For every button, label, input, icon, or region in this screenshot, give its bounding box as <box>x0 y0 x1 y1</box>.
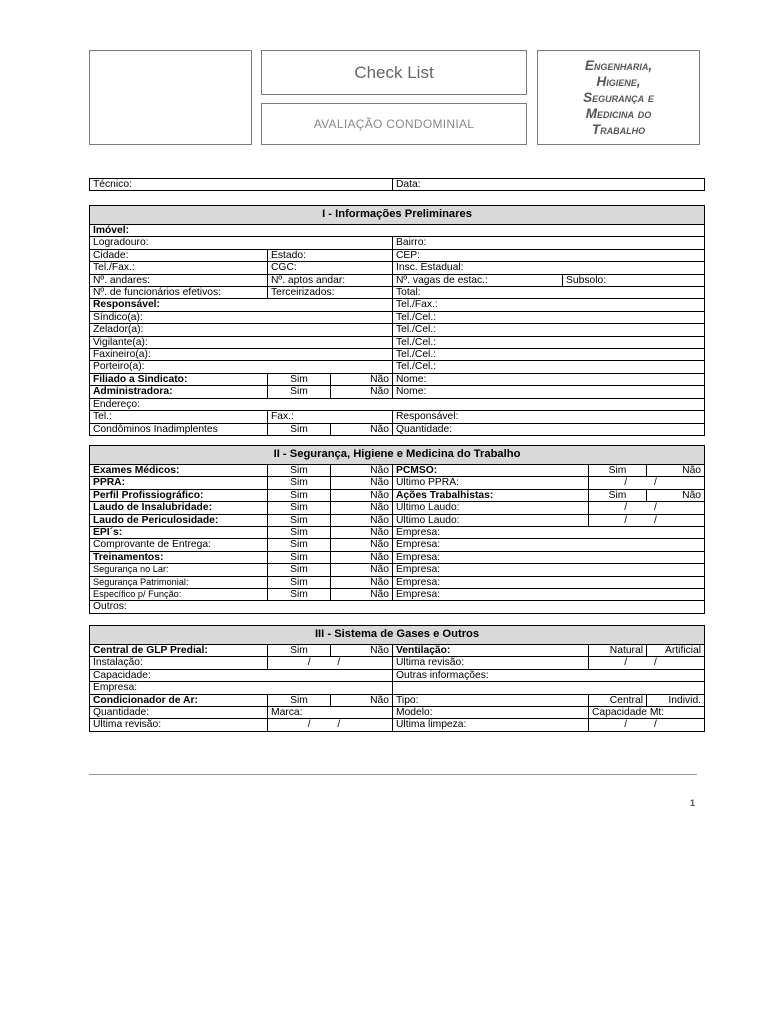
cidade-field[interactable]: Cidade: <box>90 249 268 261</box>
tipo-label: Tipo: <box>393 694 589 706</box>
outras-informacoes-field[interactable]: Outras informações: <box>393 669 705 681</box>
insalubridade-sim-option[interactable]: Sim <box>268 502 331 514</box>
seguranca-lar-label: Segurança no Lar: <box>90 564 268 576</box>
logo-placeholder <box>89 50 252 145</box>
filiado-nao-option[interactable]: Não <box>331 373 393 385</box>
document-title <box>261 50 527 95</box>
section-title: III - Sistema de Gases e Outros <box>90 626 705 645</box>
ultimo-ppra-label: Ultimo PPRA: <box>393 477 589 489</box>
administradora-responsavel-field[interactable]: Responsável: <box>393 411 705 423</box>
condicionador-ultima-revisao-label: Ultima revisão: <box>90 719 268 731</box>
seguranca-lar-sim-option[interactable]: Sim <box>268 564 331 576</box>
estado-field[interactable]: Estado: <box>268 249 393 261</box>
ultimo-laudo-insalubridade-date-field[interactable]: / / <box>589 502 705 514</box>
administradora-label: Administradora: <box>90 386 268 398</box>
modelo-field[interactable]: Modelo: <box>393 707 589 719</box>
comprovante-nao-option[interactable]: Não <box>331 539 393 551</box>
marca-field[interactable]: Marca: <box>268 707 393 719</box>
seguranca-lar-nao-option[interactable]: Não <box>331 564 393 576</box>
laudo-periculosidade-label: Laudo de Periculosidade: <box>90 514 268 526</box>
instalacao-label: Instalação: <box>90 657 268 669</box>
ppra-nao-option[interactable]: Não <box>331 477 393 489</box>
treinamentos-empresa-field[interactable]: Empresa: <box>393 551 705 563</box>
ultimo-laudo-insalubridade-label: Ultimo Laudo: <box>393 502 589 514</box>
total-field[interactable]: Total: <box>393 287 705 299</box>
seguranca-patrimonial-sim-option[interactable]: Sim <box>268 576 331 588</box>
inadimplentes-quantidade-field[interactable]: Quantidade: <box>393 423 705 435</box>
glp-empresa-field[interactable]: Empresa: <box>90 682 393 694</box>
ventilacao-label: Ventilação: <box>393 645 589 657</box>
periculosidade-sim-option[interactable]: Sim <box>268 514 331 526</box>
condicionador-nao-option[interactable]: Não <box>331 694 393 706</box>
seguranca-lar-empresa-field[interactable]: Empresa: <box>393 564 705 576</box>
outros-field[interactable]: Outros: <box>90 601 705 613</box>
pcmso-nao-option[interactable]: Não <box>647 465 705 477</box>
condicionador-sim-option[interactable]: Sim <box>268 694 331 706</box>
condicionador-quantidade-field[interactable]: Quantidade: <box>90 707 268 719</box>
footer-divider <box>89 774 697 775</box>
section-seguranca-higiene-medicina <box>89 445 705 614</box>
section-title: I - Informações Preliminares <box>90 206 705 225</box>
document-subtitle-text: AVALIAÇÃO CONDOMINIAL <box>313 117 475 131</box>
faxineiro-field[interactable]: Faxineiro(a): <box>90 349 393 361</box>
ventilacao-ultima-revisao-date-field[interactable]: / / <box>589 657 705 669</box>
tecnico-field[interactable]: Técnico: <box>90 179 393 191</box>
inadimplentes-label: Condôminos Inadimplentes <box>90 423 268 435</box>
glp-label: Central de GLP Predial: <box>90 645 268 657</box>
comprovante-empresa-field[interactable]: Empresa: <box>393 539 705 551</box>
perfil-profissiografico-label: Perfil Profissiográfico: <box>90 489 268 501</box>
pcmso-sim-option[interactable]: Sim <box>589 465 647 477</box>
glp-nao-option[interactable]: Não <box>331 645 393 657</box>
comprovante-entrega-label: Comprovante de Entrega: <box>90 539 268 551</box>
treinamentos-label: Treinamentos: <box>90 551 268 563</box>
ppra-label: PPRA: <box>90 477 268 489</box>
porteiro-tel-field[interactable]: Tel./Cel.: <box>393 361 705 373</box>
technician-table <box>89 178 705 191</box>
epis-empresa-field[interactable]: Empresa: <box>393 527 705 539</box>
perfil-sim-option[interactable]: Sim <box>268 489 331 501</box>
filiado-sindicato-label: Filiado a Sindicato: <box>90 373 268 385</box>
instalacao-date-field[interactable]: / / <box>268 657 393 669</box>
sindico-field[interactable]: Síndico(a): <box>90 311 393 323</box>
seguranca-patrimonial-label: Segurança Patrimonial: <box>90 576 268 588</box>
treinamentos-sim-option[interactable]: Sim <box>268 551 331 563</box>
epis-sim-option[interactable]: Sim <box>268 527 331 539</box>
sindico-tel-field[interactable]: Tel./Cel.: <box>393 311 705 323</box>
subsolo-field[interactable]: Subsolo: <box>563 274 705 286</box>
ventilacao-artificial-option[interactable]: Artificial <box>647 645 705 657</box>
document-subtitle <box>261 103 527 145</box>
acoes-nao-option[interactable]: Não <box>647 489 705 501</box>
seguranca-patrimonial-nao-option[interactable]: Não <box>331 576 393 588</box>
fax-field[interactable]: Fax.: <box>268 411 393 423</box>
tipo-individual-option[interactable]: Individ. <box>647 694 705 706</box>
company-name: Engenharia, Higiene, Segurança e Medicina do Trabalho <box>583 57 654 137</box>
epis-nao-option[interactable]: Não <box>331 527 393 539</box>
capacidade-mt-field[interactable]: Capacidade Mt: <box>589 707 705 719</box>
exames-medicos-label: Exames Médicos: <box>90 465 268 477</box>
ppra-sim-option[interactable]: Sim <box>268 477 331 489</box>
section-title: II - Segurança, Higiene e Medicina do Trabalho <box>90 446 705 465</box>
ultimo-ppra-date-field[interactable]: / / <box>589 477 705 489</box>
vigilante-tel-field[interactable]: Tel./Cel.: <box>393 336 705 348</box>
tel-field[interactable]: Tel.: <box>90 411 268 423</box>
seguranca-patrimonial-empresa-field[interactable]: Empresa: <box>393 576 705 588</box>
responsavel-telfax-field[interactable]: Tel./Fax.: <box>393 299 705 311</box>
cgc-field[interactable]: CGC: <box>268 262 393 274</box>
pcmso-label: PCMSO: <box>393 465 589 477</box>
acoes-sim-option[interactable]: Sim <box>589 489 647 501</box>
condicionador-ar-label: Condicionador de Ar: <box>90 694 268 706</box>
terceirizados-field[interactable]: Terceirizados: <box>268 287 393 299</box>
administradora-nome-field[interactable]: Nome: <box>393 386 705 398</box>
administradora-sim-option[interactable]: Sim <box>268 386 331 398</box>
zelador-field[interactable]: Zelador(a): <box>90 324 393 336</box>
faxineiro-tel-field[interactable]: Tel./Cel.: <box>393 349 705 361</box>
epis-label: EPI´s: <box>90 527 268 539</box>
telfax-field[interactable]: Tel./Fax.: <box>90 262 268 274</box>
administradora-nao-option[interactable]: Não <box>331 386 393 398</box>
bairro-field[interactable]: Bairro: <box>393 237 705 249</box>
porteiro-field[interactable]: Porteiro(a): <box>90 361 393 373</box>
perfil-nao-option[interactable]: Não <box>331 489 393 501</box>
exames-sim-option[interactable]: Sim <box>268 465 331 477</box>
endereco-field[interactable]: Endereço: <box>90 398 705 410</box>
insalubridade-nao-option[interactable]: Não <box>331 502 393 514</box>
document-title-text: Check List <box>354 62 434 82</box>
section-sistema-gases <box>89 625 705 732</box>
data-field[interactable]: Data: <box>393 179 705 191</box>
filiado-sim-option[interactable]: Sim <box>268 373 331 385</box>
especifico-empresa-field[interactable]: Empresa: <box>393 589 705 601</box>
section-informacoes-preliminares <box>89 205 705 436</box>
tipo-central-option[interactable]: Central <box>589 694 647 706</box>
periculosidade-nao-option[interactable]: Não <box>331 514 393 526</box>
ultimo-laudo-periculosidade-label: Ultimo Laudo: <box>393 514 589 526</box>
aptos-andar-field[interactable]: Nº. aptos andar: <box>268 274 393 286</box>
imovel-label: Imóvel: <box>90 225 705 237</box>
andares-field[interactable]: Nº. andares: <box>90 274 268 286</box>
especifico-nao-option[interactable]: Não <box>331 589 393 601</box>
responsavel-label: Responsável: <box>90 299 393 311</box>
vigilante-field[interactable]: Vigilante(a): <box>90 336 393 348</box>
exames-nao-option[interactable]: Não <box>331 465 393 477</box>
ultima-limpeza-date-field[interactable]: / / <box>589 719 705 731</box>
page-number: 1 <box>690 798 696 808</box>
especifico-funcao-label: Específico p/ Função: <box>90 589 268 601</box>
especifico-sim-option[interactable]: Sim <box>268 589 331 601</box>
glp-sim-option[interactable]: Sim <box>268 645 331 657</box>
logradouro-field[interactable]: Logradouro: <box>90 237 393 249</box>
ultimo-laudo-periculosidade-date-field[interactable]: / / <box>589 514 705 526</box>
company-box <box>537 50 700 145</box>
ultima-limpeza-label: Ultima limpeza: <box>393 719 589 731</box>
comprovante-sim-option[interactable]: Sim <box>268 539 331 551</box>
funcionarios-field[interactable]: Nº. de funcionários efetivos: <box>90 287 268 299</box>
ventilacao-natural-option[interactable]: Natural <box>589 645 647 657</box>
treinamentos-nao-option[interactable]: Não <box>331 551 393 563</box>
inadimplentes-sim-option[interactable]: Sim <box>268 423 331 435</box>
insc-estadual-field[interactable]: Insc. Estadual: <box>393 262 705 274</box>
inadimplentes-nao-option[interactable]: Não <box>331 423 393 435</box>
cep-field[interactable]: CEP: <box>393 249 705 261</box>
condicionador-ultima-revisao-date-field[interactable]: / / <box>268 719 393 731</box>
laudo-insalubridade-label: Laudo de Insalubridade: <box>90 502 268 514</box>
ventilacao-ultima-revisao-label: Ultima revisão: <box>393 657 589 669</box>
acoes-trabalhistas-label: Ações Trabalhistas: <box>393 489 589 501</box>
sindicato-nome-field[interactable]: Nome: <box>393 373 705 385</box>
vagas-field[interactable]: Nº. vagas de estac.: <box>393 274 563 286</box>
capacidade-field[interactable]: Capacidade: <box>90 669 393 681</box>
zelador-tel-field[interactable]: Tel./Cel.: <box>393 324 705 336</box>
outras-informacoes-continued-field[interactable] <box>393 682 705 694</box>
